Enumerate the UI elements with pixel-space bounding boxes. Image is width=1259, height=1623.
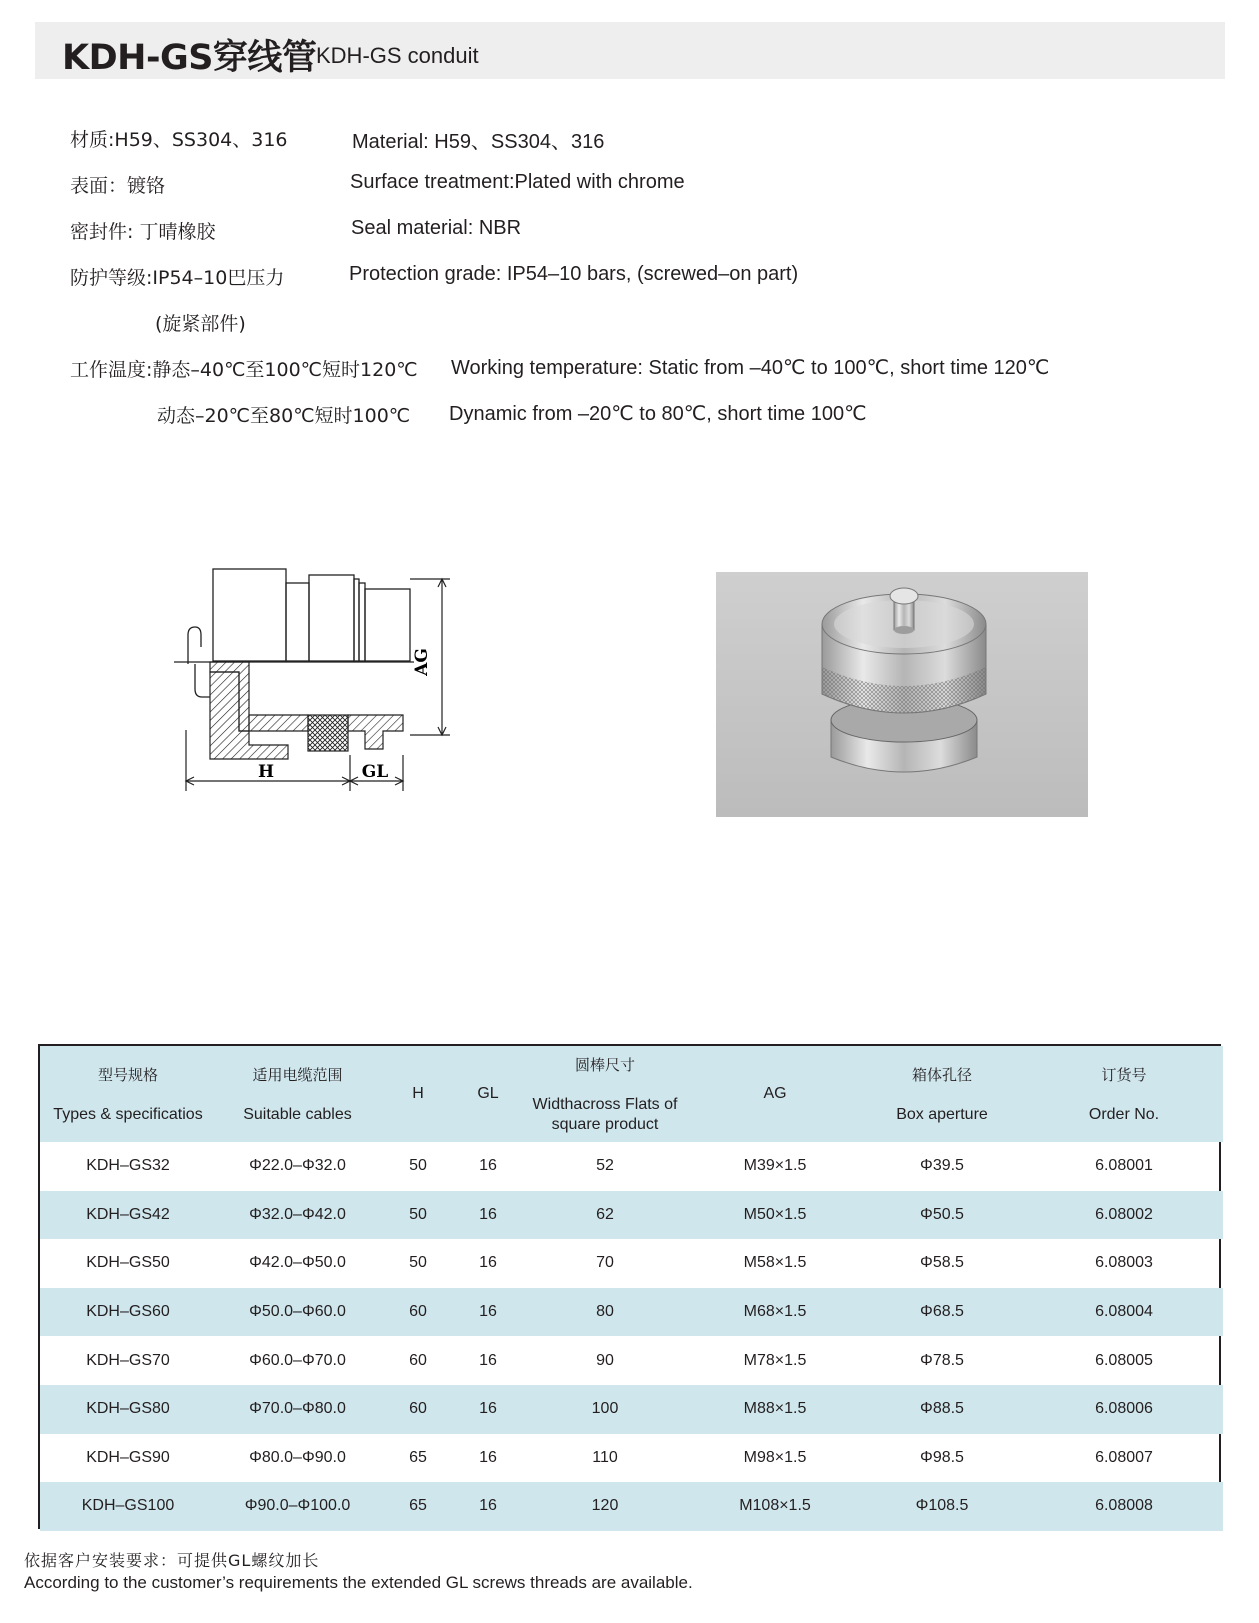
cell-type: KDH–GS90 (86, 1448, 170, 1466)
cell-flats: 70 (596, 1254, 614, 1272)
cell-gl: 16 (479, 1448, 497, 1466)
table-row (40, 1191, 1223, 1240)
spec-protection-note-zh: (旋紧部件) (155, 313, 246, 335)
cell-order-no: 6.08005 (1095, 1351, 1153, 1369)
cell-gl: 16 (479, 1351, 497, 1369)
technical-drawing (170, 565, 470, 815)
cell-flats: 90 (596, 1351, 614, 1369)
cell-ag: M50×1.5 (743, 1205, 807, 1223)
cell-flats: 100 (591, 1400, 619, 1418)
cell-box-aperture: Φ98.5 (920, 1448, 964, 1466)
cell-flats: 52 (596, 1157, 614, 1175)
header-box-aperture: 箱体孔径 Box aperture (896, 1065, 988, 1123)
table-header-row (40, 1046, 1223, 1142)
cell-box-aperture: Φ88.5 (920, 1400, 964, 1418)
table-row (40, 1336, 1223, 1385)
cell-gl: 16 (479, 1254, 497, 1272)
cell-flats: 62 (596, 1205, 614, 1223)
cell-cables: Φ90.0–Φ100.0 (244, 1497, 351, 1515)
cell-box-aperture: Φ108.5 (915, 1497, 969, 1515)
cell-order-no: 6.08008 (1095, 1497, 1153, 1515)
spec-temp-static-zh: 工作温度:静态–40℃至100℃短时120℃ (70, 359, 418, 381)
table-row (40, 1482, 1223, 1531)
cell-box-aperture: Φ58.5 (920, 1254, 964, 1272)
footnote-zh: 依据客户安装要求：可提供GL螺纹加长 (24, 1551, 320, 1570)
header-order-no: 订货号 Order No. (1088, 1065, 1160, 1123)
spec-surface-zh: 表面：镀铬 (70, 175, 166, 197)
cell-h: 65 (409, 1497, 427, 1515)
label-ag: AG (412, 648, 432, 676)
cell-flats: 110 (592, 1448, 618, 1466)
spec-protection-zh: 防护等级:IP54–10巴压力 (70, 267, 285, 289)
header-gl: GL (477, 1085, 499, 1102)
cell-ag: M78×1.5 (743, 1351, 807, 1369)
spec-temp-dynamic-zh: 动态–20℃至80℃短时100℃ (157, 405, 411, 427)
cell-box-aperture: Φ50.5 (920, 1205, 964, 1223)
cell-flats: 80 (596, 1303, 614, 1321)
cell-gl: 16 (479, 1303, 497, 1321)
label-gl: GL (361, 762, 389, 782)
cell-cables: Φ80.0–Φ90.0 (249, 1448, 346, 1466)
label-h: H (257, 762, 275, 782)
cell-order-no: 6.08001 (1095, 1157, 1153, 1175)
spec-temp-dynamic-en: Dynamic from –20℃ to 80℃, short time 100℃ (449, 403, 867, 425)
cell-h: 60 (409, 1400, 427, 1418)
table-row (40, 1239, 1223, 1288)
spec-material-en: Material: H59、SS304、316 (352, 131, 605, 153)
product-photo (716, 572, 1088, 817)
table-row (40, 1142, 1223, 1191)
cell-ag: M88×1.5 (743, 1400, 807, 1418)
cell-box-aperture: Φ78.5 (920, 1351, 964, 1369)
cell-ag: M98×1.5 (743, 1448, 807, 1466)
header-type: 型号规格 Types & specificatios (53, 1065, 203, 1123)
section-nut-hatch (348, 715, 403, 749)
spec-table (38, 1044, 1221, 1529)
cell-box-aperture: Φ39.5 (920, 1157, 964, 1175)
seal-ring (308, 715, 348, 751)
cell-gl: 16 (479, 1157, 497, 1175)
cell-h: 50 (409, 1205, 427, 1223)
cell-gl: 16 (479, 1497, 497, 1515)
cell-cables: Φ60.0–Φ70.0 (249, 1351, 346, 1369)
cell-cables: Φ70.0–Φ80.0 (249, 1400, 346, 1418)
cell-h: 65 (409, 1448, 427, 1466)
cell-type: KDH–GS70 (86, 1351, 170, 1369)
cell-ag: M39×1.5 (743, 1157, 807, 1175)
cell-type: KDH–GS42 (86, 1205, 170, 1223)
table-row (40, 1288, 1223, 1337)
cell-type: KDH–GS100 (81, 1497, 175, 1515)
table-row (40, 1385, 1223, 1434)
cell-ag: M58×1.5 (743, 1254, 807, 1272)
cell-h: 50 (409, 1254, 427, 1272)
cell-cables: Φ42.0–Φ50.0 (249, 1254, 346, 1272)
cell-type: KDH–GS50 (86, 1254, 170, 1272)
cell-gl: 16 (479, 1205, 497, 1223)
cell-h: 60 (409, 1303, 427, 1321)
table-row (40, 1434, 1223, 1483)
cell-cables: Φ50.0–Φ60.0 (249, 1303, 346, 1321)
spec-protection-en: Protection grade: IP54–10 bars, (screwed–on part) (349, 263, 799, 285)
header-h: H (412, 1085, 424, 1102)
cell-type: KDH–GS80 (86, 1400, 170, 1418)
spec-surface-en: Surface treatment:Plated with chrome (350, 171, 685, 193)
header-flats: 圆棒尺寸 Widthacross Flats of square product (532, 1055, 678, 1133)
spec-seal-en: Seal material: NBR (351, 217, 522, 239)
cell-order-no: 6.08004 (1095, 1303, 1153, 1321)
spec-temp-static-en: Working temperature: Static from –40℃ to 100℃, short time 120℃ (451, 357, 1050, 379)
cell-order-no: 6.08006 (1095, 1400, 1153, 1418)
cell-box-aperture: Φ68.5 (920, 1303, 964, 1321)
cell-ag: M108×1.5 (739, 1497, 811, 1515)
cell-ag: M68×1.5 (743, 1303, 807, 1321)
cell-type: KDH–GS32 (86, 1157, 170, 1175)
spec-material-zh: 材质:H59、SS304、316 (70, 129, 288, 151)
cell-h: 50 (409, 1157, 427, 1175)
cell-gl: 16 (479, 1400, 497, 1418)
page-title: KDH-GS穿线管 (62, 38, 317, 78)
header-ag: AG (763, 1085, 787, 1102)
footnote-en: According to the customer’s requirements the extended GL screws threads are available. (24, 1573, 693, 1592)
cell-order-no: 6.08002 (1095, 1205, 1153, 1223)
cell-order-no: 6.08003 (1095, 1254, 1153, 1272)
cell-order-no: 6.08007 (1095, 1448, 1153, 1466)
cell-flats: 120 (591, 1497, 619, 1515)
cell-h: 60 (409, 1351, 427, 1369)
spec-seal-zh: 密封件: 丁晴橡胶 (70, 221, 216, 243)
cell-type: KDH–GS60 (86, 1303, 170, 1321)
cell-cables: Φ22.0–Φ32.0 (249, 1157, 346, 1175)
section-flange-hatch (249, 715, 308, 731)
page-subtitle: KDH-GS conduit (316, 43, 479, 68)
cell-cables: Φ32.0–Φ42.0 (249, 1205, 346, 1223)
header-cables: 适用电缆范围 Suitable cables (243, 1065, 352, 1123)
